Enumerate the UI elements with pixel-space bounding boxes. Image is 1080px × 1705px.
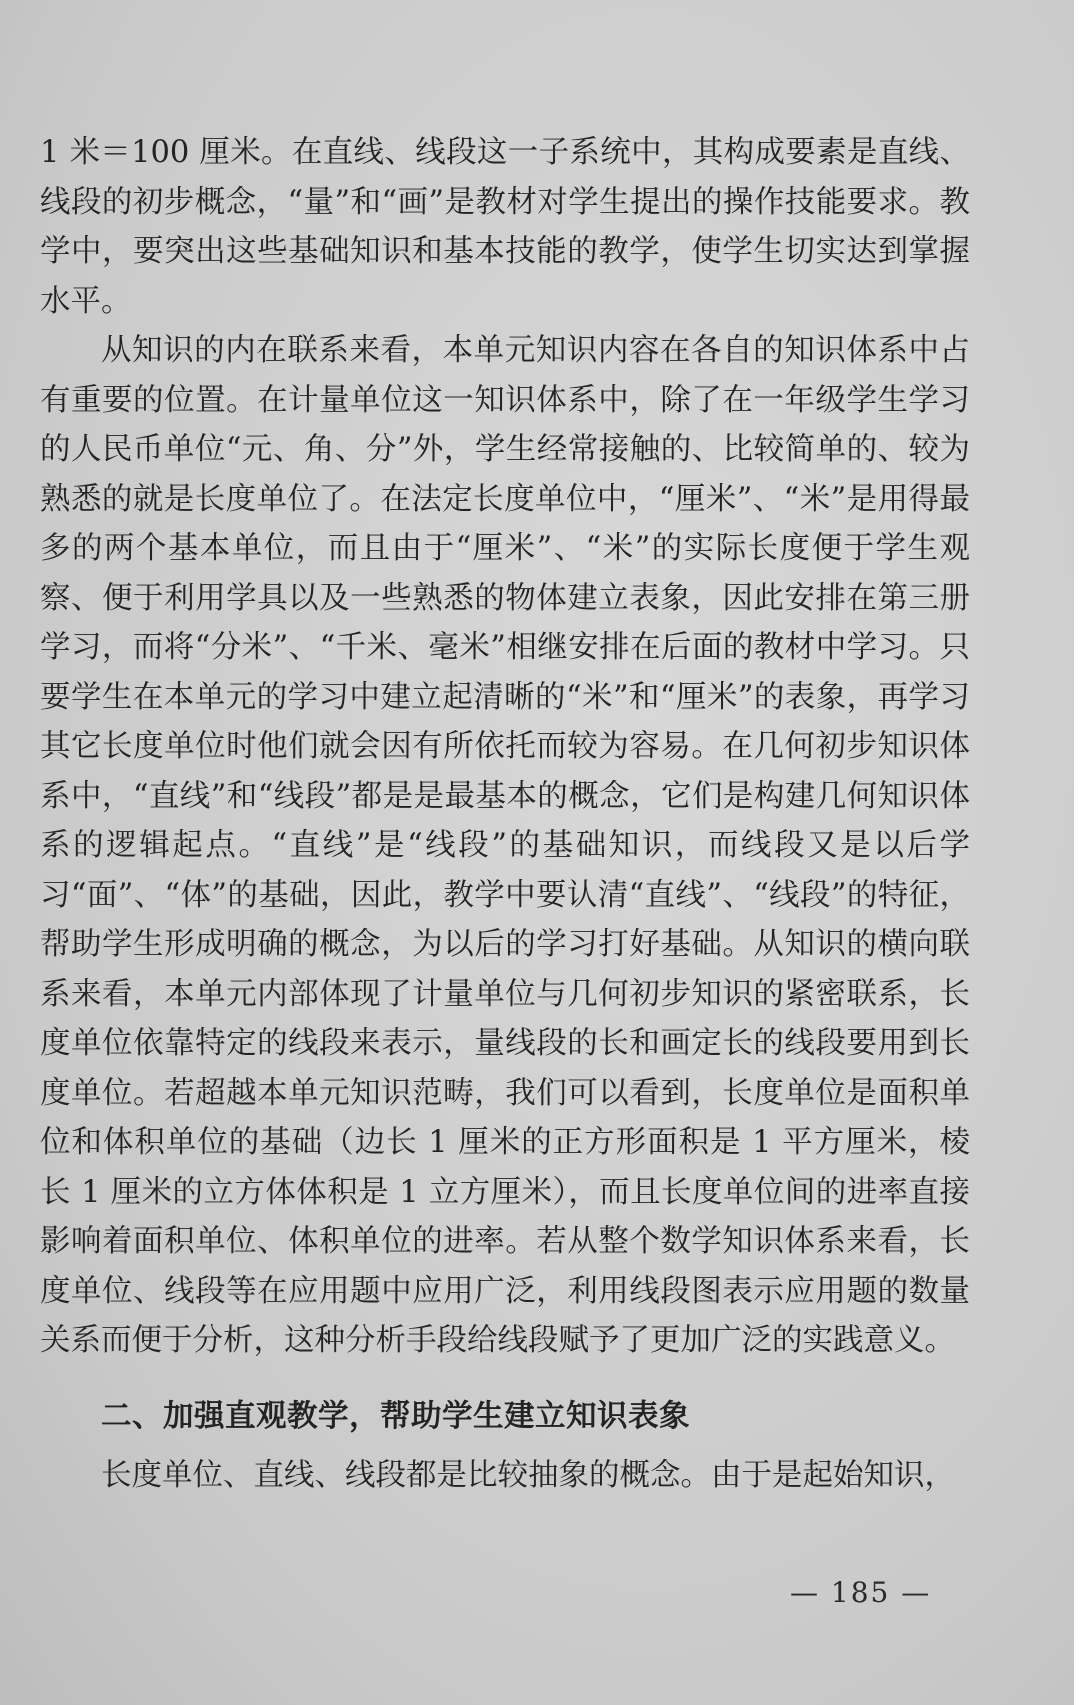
page-edge: [1074, 0, 1080, 1705]
page-number: — 185 —: [790, 1576, 932, 1609]
body-text: [40, 128, 970, 1501]
paragraph-section-start: 长度单位、直线、线段都是比较抽象的概念。由于是起始知识，: [101, 1458, 955, 1493]
paragraph-continuation: 1 米＝100 厘米。在直线、线段这一子系统中，其构成要素是直线、线段的初步概念，“量”和“画”是教材对学生提出的操作技能要求。教学中，要突出这些基础知识和基本技能的教学，使学生切实达到掌握水平。: [40, 135, 970, 319]
paragraph-knowledge-connections: 从知识的内在联系来看，本单元知识内容在各自的知识体系中占有重要的位置。在计量单位这一知识体系中，除了在一年级学生学习的人民币单位“元、角、分”外，学生经常接触的、比较简单的、较为熟悉的就是长度单位了。在法定长度单位中，“厘米”、“米”是用得最多的两个基本单位，而且由于“厘米”、“米”的实际长度便于学生观察、便于利用学具以及一些熟悉的物体建立表象，因此安排在第三册学习，而将“分米”、“千米、毫米”相继安排在后面的教材中学习。只要学生在本单元的学习中建立起清晰的“米”和“厘米”的表象，再学习其它长度单位时他们就会因有所依托而较为容易。在几何初步知识体系中，“直线”和“线段”都是是最基本的概念，它们是构建几何知识体系的逻辑起点。“直线”是“线段”的基础知识，而线段又是以后学习“面”、“体”的基础，因此，教学中要认清“直线”、“线段”的特征，帮助学生形成明确的概念，为以后的学习打好基础。从知识的横向联系来看，本单元内部体现了计量单位与几何初步知识的紧密联系，长度单位依靠特定的线段来表示，量线段的长和画定长的线段要用到长度单位。若超越本单元知识范畴，我们可以看到，长度单位是面积单位和体积单位的基础（边长 1 厘米的正方形面积是 1 平方厘米，棱长 1 厘米的立方体体积是 1 立方厘米），而且长度单位间的进率直接影响着面积单位、体积单位的进率。若从整个数学知识体系来看，长度单位、线段等在应用题中应用广泛，利用线段图表示应用题的数量关系而便于分析，这种分析手段给线段赋予了更加广泛的实践意义。: [40, 333, 970, 1358]
section-heading: 二、加强直观教学，帮助学生建立知识表象: [101, 1398, 690, 1434]
